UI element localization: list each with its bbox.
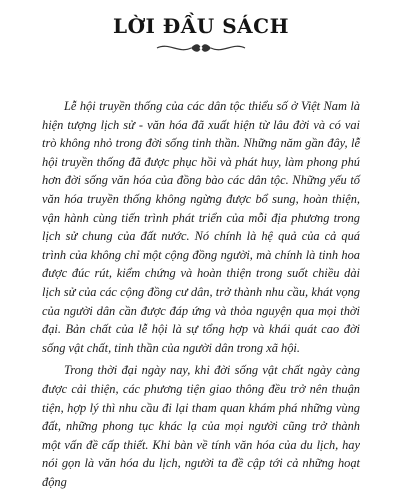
paragraph: Lễ hội truyền thống của các dân tộc thiểu số ở Việt Nam là hiện tượng lịch sử - văn hóa đã xuất hiện từ lâu đời và có vai trò không nhỏ trong đời sống tinh thần. Những năm gần đây, lễ hội truyền thống đã được phục hồi và phát huy, làm phong phú hơn đời sống văn hóa của đồng bào các dân tộc. Những yếu tố văn hóa truyền thống không ngừng được bổ sung, hoàn thiện, vận hành cùng tiến trình phát triển của mỗi địa phương trong lịch sử chung của đất nước. Nó chính là hệ quả của cả quá trình của không chỉ một cộng đồng người, mà chính là tinh hoa được đúc rút, kiểm chứng và hoàn thiện trong suốt chiều dài lịch sử của các cộng đồng cư dân, trở thành nhu cầu, khát vọng của người dân cần được đáp ứng và thỏa nguyện qua mọi thời đại. Bản chất của lễ hội là sự tổng hợp và khái quát cao đời sống vật chất, tinh thần của người dân trong xã hội. xyxy=(42,99,360,355)
paragraph: Trong thời đại ngày nay, khi đời sống vật chất ngày càng được cải thiện, các phương tiện giao thông đều trở nên thuận tiện, hợp lý thì nhu cầu đi lại tham quan khám phá những vùng đất, những phong tục khác lạ của mọi người cũng trở thành một vấn đề cấp thiết. Khi bàn về tính văn hóa của du lịch, hay nói gọn là văn hóa du lịch, người ta đề cập tới cả những hoạt động xyxy=(42,363,360,489)
preface-body xyxy=(42,97,360,491)
ornament-divider-icon xyxy=(155,41,247,55)
page-title: LỜI ĐẦU SÁCH xyxy=(113,14,289,38)
